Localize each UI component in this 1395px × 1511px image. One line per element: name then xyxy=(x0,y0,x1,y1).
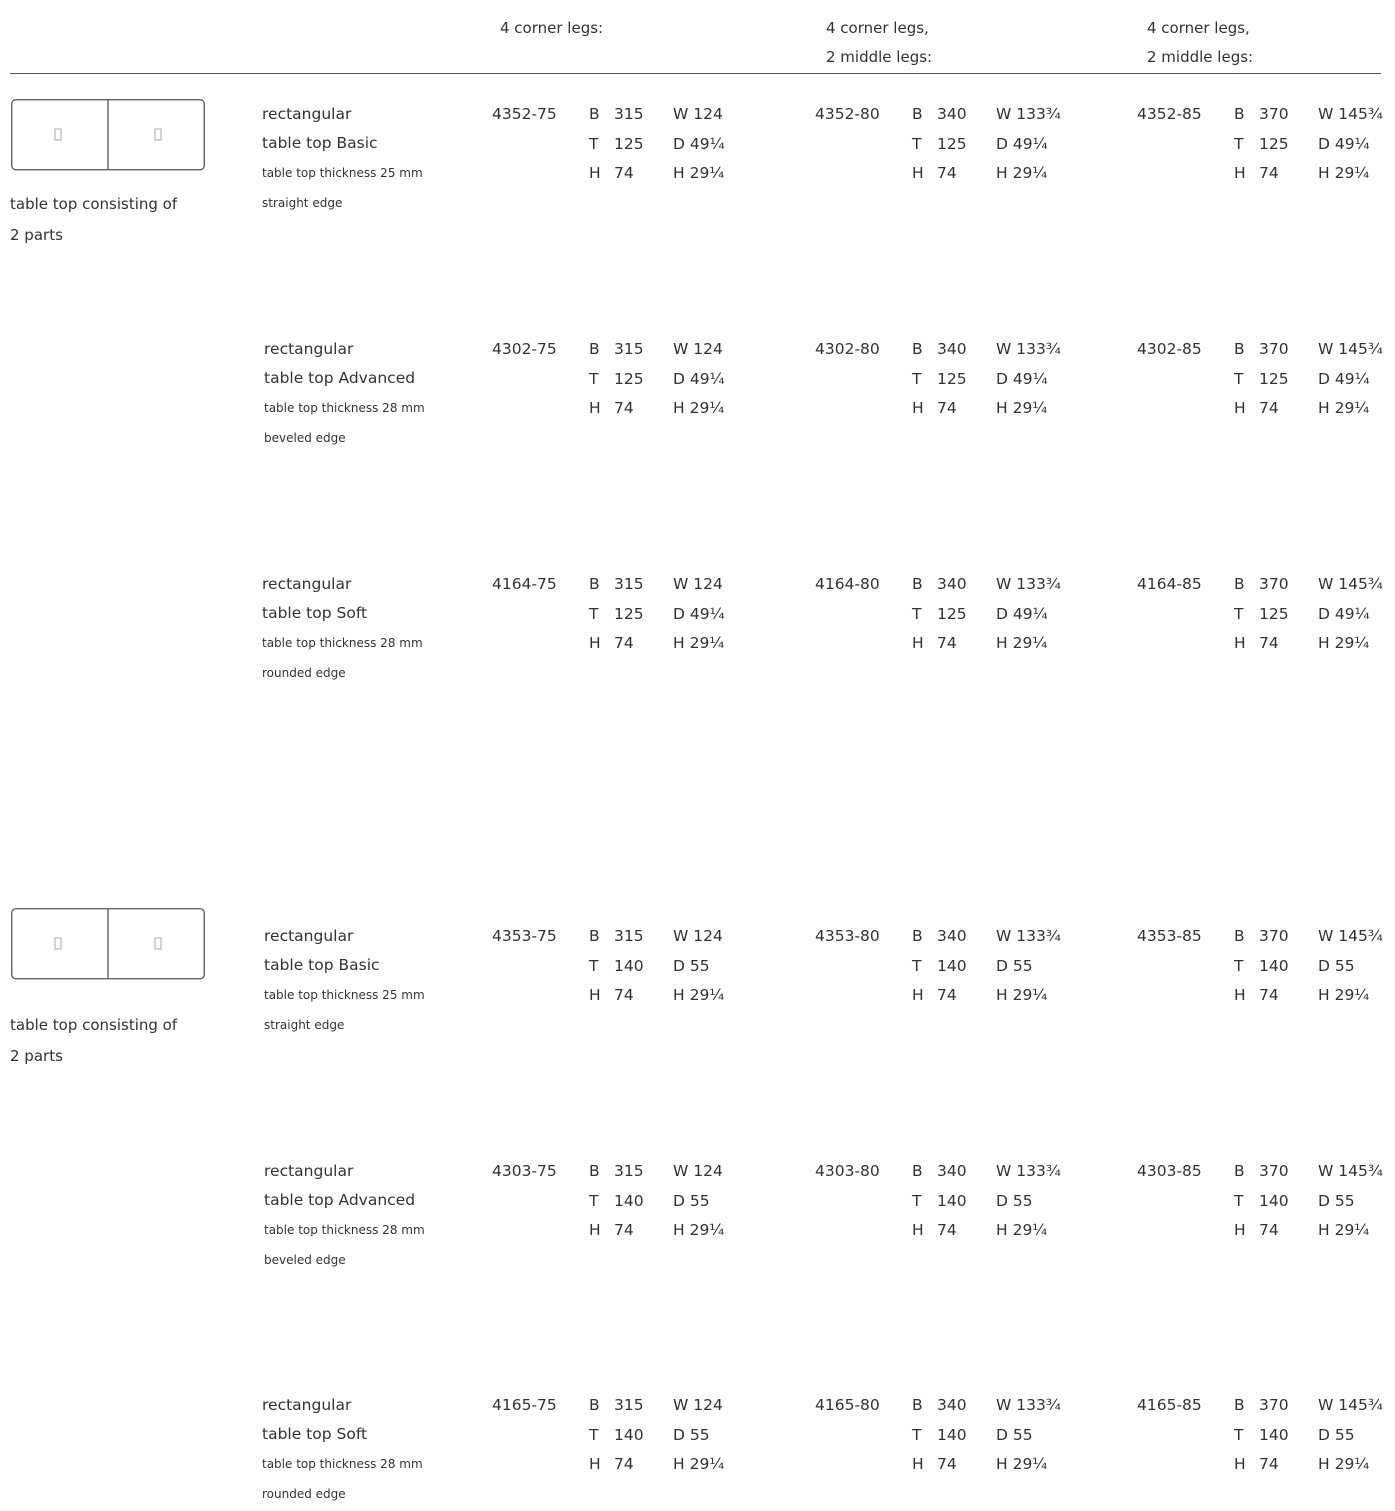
height-inches: H 29¼ xyxy=(673,634,725,652)
height-inches: H 29¼ xyxy=(996,1221,1048,1239)
height-letter: H xyxy=(1234,1455,1246,1473)
depth-cm: 140 xyxy=(1259,1425,1289,1444)
width-cm: 315 xyxy=(614,105,644,123)
width-inches: W 133¾ xyxy=(996,575,1061,593)
height-cm: 74 xyxy=(614,1221,634,1239)
side-label-line: table top consisting of xyxy=(10,195,178,213)
width-cm: 340 xyxy=(937,105,967,123)
width-letter: B xyxy=(589,340,600,358)
depth-cm: 140 xyxy=(614,956,644,975)
depth-cm: 125 xyxy=(1259,369,1289,388)
depth-inches: D 55 xyxy=(996,1425,1033,1444)
depth-cm: 140 xyxy=(937,956,967,975)
height-cm: 74 xyxy=(1259,986,1279,1004)
height-letter: H xyxy=(912,986,924,1004)
width-letter: B xyxy=(589,927,600,945)
height-cm: 74 xyxy=(1259,634,1279,652)
height-inches: H 29¼ xyxy=(996,1455,1048,1473)
side-label-line: 2 parts xyxy=(10,226,63,244)
product-shape: rectangular xyxy=(262,1396,352,1414)
product-name: table top Advanced xyxy=(264,369,416,387)
width-letter: B xyxy=(912,575,923,593)
product-description xyxy=(264,1157,425,1275)
depth-letter: T xyxy=(912,134,922,153)
depth-letter: T xyxy=(589,369,599,388)
height-letter: H xyxy=(589,1221,601,1239)
width-letter: B xyxy=(1234,340,1245,358)
width-inches: W 124 xyxy=(673,575,723,593)
width-letter: B xyxy=(1234,1396,1245,1414)
height-letter: H xyxy=(912,634,924,652)
product-name: table top Advanced xyxy=(264,1191,416,1209)
header-divider xyxy=(10,73,1381,74)
edge-type: beveled edge xyxy=(264,431,346,445)
depth-cm: 125 xyxy=(1259,604,1289,623)
height-cm: 74 xyxy=(937,1455,957,1473)
width-cm: 340 xyxy=(937,1396,967,1414)
depth-letter: T xyxy=(912,369,922,388)
width-cm: 340 xyxy=(937,575,967,593)
depth-inches: D 49¼ xyxy=(1318,604,1370,623)
edge-type: rounded edge xyxy=(262,666,346,680)
depth-inches: D 55 xyxy=(1318,1425,1355,1444)
depth-letter: T xyxy=(1234,1191,1244,1210)
width-cm: 315 xyxy=(614,1396,644,1414)
height-letter: H xyxy=(912,1221,924,1239)
width-inches: W 124 xyxy=(673,105,723,123)
depth-letter: T xyxy=(589,1425,599,1444)
article-number: 4303-75 xyxy=(492,1162,557,1180)
product-name: table top Soft xyxy=(262,1425,368,1443)
depth-letter: T xyxy=(589,956,599,975)
product-name: table top Basic xyxy=(262,134,378,152)
height-cm: 74 xyxy=(1259,399,1279,417)
height-cm: 74 xyxy=(614,986,634,1004)
height-cm: 74 xyxy=(937,1221,957,1239)
width-inches: W 145¾ xyxy=(1318,575,1383,593)
depth-cm: 125 xyxy=(614,369,644,388)
depth-cm: 140 xyxy=(614,1425,644,1444)
height-cm: 74 xyxy=(937,986,957,1004)
height-letter: H xyxy=(912,399,924,417)
height-letter: H xyxy=(589,1455,601,1473)
width-cm: 340 xyxy=(937,340,967,358)
product-description xyxy=(264,922,425,1040)
depth-letter: T xyxy=(912,1191,922,1210)
width-cm: 370 xyxy=(1259,927,1289,945)
height-cm: 74 xyxy=(1259,1221,1279,1239)
product-name: table top Basic xyxy=(264,956,380,974)
height-cm: 74 xyxy=(614,164,634,182)
header-line: 4 corner legs: xyxy=(500,19,604,37)
height-letter: H xyxy=(1234,399,1246,417)
height-cm: 74 xyxy=(1259,164,1279,182)
width-inches: W 124 xyxy=(673,1162,723,1180)
depth-cm: 140 xyxy=(1259,956,1289,975)
article-number: 4164-75 xyxy=(492,575,557,593)
product-description xyxy=(264,335,425,453)
edge-type: straight edge xyxy=(264,1018,345,1032)
width-letter: B xyxy=(912,340,923,358)
height-inches: H 29¼ xyxy=(1318,634,1370,652)
top-thickness: table top thickness 28 mm xyxy=(264,401,425,415)
product-shape: rectangular xyxy=(264,340,354,358)
depth-cm: 125 xyxy=(614,604,644,623)
width-inches: W 133¾ xyxy=(996,340,1061,358)
depth-inches: D 49¼ xyxy=(673,369,725,388)
edge-type: beveled edge xyxy=(264,1253,346,1267)
width-cm: 370 xyxy=(1259,1162,1289,1180)
height-inches: H 29¼ xyxy=(1318,164,1370,182)
depth-letter: T xyxy=(589,134,599,153)
product-description xyxy=(262,1391,423,1509)
width-letter: B xyxy=(589,1396,600,1414)
product-shape: rectangular xyxy=(264,1162,354,1180)
article-number: 4165-75 xyxy=(492,1396,557,1414)
product-row xyxy=(0,922,1395,1042)
article-number: 4303-85 xyxy=(1137,1162,1202,1180)
height-cm: 74 xyxy=(614,634,634,652)
height-letter: H xyxy=(589,634,601,652)
header-line: 2 middle legs: xyxy=(1147,48,1254,66)
product-shape: rectangular xyxy=(262,105,352,123)
article-number: 4165-85 xyxy=(1137,1396,1202,1414)
depth-inches: D 49¼ xyxy=(1318,369,1370,388)
width-cm: 370 xyxy=(1259,105,1289,123)
height-inches: H 29¼ xyxy=(996,164,1048,182)
width-letter: B xyxy=(912,1396,923,1414)
height-cm: 74 xyxy=(937,164,957,182)
height-inches: H 29¼ xyxy=(673,399,725,417)
width-cm: 315 xyxy=(614,1162,644,1180)
height-letter: H xyxy=(1234,164,1246,182)
height-inches: H 29¼ xyxy=(1318,399,1370,417)
header-col-corner-legs xyxy=(500,14,603,43)
width-cm: 340 xyxy=(937,927,967,945)
depth-inches: D 55 xyxy=(673,956,710,975)
depth-inches: D 49¼ xyxy=(673,604,725,623)
height-letter: H xyxy=(1234,634,1246,652)
height-cm: 74 xyxy=(937,634,957,652)
depth-letter: T xyxy=(589,1191,599,1210)
width-inches: W 133¾ xyxy=(996,927,1061,945)
depth-inches: D 49¼ xyxy=(1318,134,1370,153)
width-inches: W 124 xyxy=(673,927,723,945)
product-row xyxy=(0,1391,1395,1511)
width-cm: 315 xyxy=(614,575,644,593)
width-cm: 370 xyxy=(1259,340,1289,358)
width-inches: W 124 xyxy=(673,340,723,358)
depth-letter: T xyxy=(912,1425,922,1444)
height-inches: H 29¼ xyxy=(673,164,725,182)
depth-cm: 140 xyxy=(1259,1191,1289,1210)
depth-letter: T xyxy=(1234,956,1244,975)
width-inches: W 145¾ xyxy=(1318,1162,1383,1180)
product-shape: rectangular xyxy=(264,927,354,945)
product-row xyxy=(0,570,1395,690)
width-letter: B xyxy=(1234,1162,1245,1180)
depth-inches: D 55 xyxy=(996,956,1033,975)
depth-letter: T xyxy=(589,604,599,623)
header-line: 4 corner legs, xyxy=(1147,19,1250,37)
width-letter: B xyxy=(589,105,600,123)
product-shape: rectangular xyxy=(262,575,352,593)
depth-letter: T xyxy=(912,604,922,623)
product-description xyxy=(262,570,423,688)
depth-inches: D 49¼ xyxy=(673,134,725,153)
height-inches: H 29¼ xyxy=(996,399,1048,417)
height-inches: H 29¼ xyxy=(673,1455,725,1473)
product-row xyxy=(0,335,1395,455)
height-letter: H xyxy=(912,1455,924,1473)
width-letter: B xyxy=(912,1162,923,1180)
width-letter: B xyxy=(1234,927,1245,945)
depth-letter: T xyxy=(1234,1425,1244,1444)
height-cm: 74 xyxy=(1259,1455,1279,1473)
depth-letter: T xyxy=(1234,134,1244,153)
depth-cm: 125 xyxy=(614,134,644,153)
height-inches: H 29¼ xyxy=(1318,986,1370,1004)
article-number: 4352-80 xyxy=(815,105,880,123)
width-letter: B xyxy=(912,927,923,945)
depth-inches: D 49¼ xyxy=(996,369,1048,388)
width-inches: W 145¾ xyxy=(1318,340,1383,358)
depth-cm: 125 xyxy=(937,369,967,388)
article-number: 4303-80 xyxy=(815,1162,880,1180)
top-thickness: table top thickness 25 mm xyxy=(264,988,425,1002)
depth-inches: D 49¼ xyxy=(996,604,1048,623)
top-thickness: table top thickness 28 mm xyxy=(262,636,423,650)
side-label-line: 2 parts xyxy=(10,1047,63,1065)
width-inches: W 133¾ xyxy=(996,1396,1061,1414)
depth-inches: D 55 xyxy=(1318,1191,1355,1210)
width-inches: W 145¾ xyxy=(1318,1396,1383,1414)
height-inches: H 29¼ xyxy=(1318,1455,1370,1473)
depth-cm: 140 xyxy=(937,1191,967,1210)
product-name: table top Soft xyxy=(262,604,368,622)
depth-cm: 140 xyxy=(937,1425,967,1444)
top-thickness: table top thickness 28 mm xyxy=(264,1223,425,1237)
width-inches: W 133¾ xyxy=(996,105,1061,123)
width-cm: 370 xyxy=(1259,1396,1289,1414)
depth-cm: 125 xyxy=(937,604,967,623)
edge-type: straight edge xyxy=(262,196,343,210)
top-thickness: table top thickness 25 mm xyxy=(262,166,423,180)
depth-inches: D 55 xyxy=(996,1191,1033,1210)
article-number: 4164-85 xyxy=(1137,575,1202,593)
depth-inches: D 55 xyxy=(1318,956,1355,975)
product-row xyxy=(0,100,1395,220)
article-number: 4302-75 xyxy=(492,340,557,358)
height-inches: H 29¼ xyxy=(673,1221,725,1239)
height-letter: H xyxy=(589,164,601,182)
article-number: 4165-80 xyxy=(815,1396,880,1414)
article-number: 4302-85 xyxy=(1137,340,1202,358)
width-letter: B xyxy=(1234,575,1245,593)
height-inches: H 29¼ xyxy=(1318,1221,1370,1239)
article-number: 4353-75 xyxy=(492,927,557,945)
height-letter: H xyxy=(589,399,601,417)
depth-inches: D 55 xyxy=(673,1191,710,1210)
height-cm: 74 xyxy=(614,399,634,417)
width-letter: B xyxy=(589,575,600,593)
edge-type: rounded edge xyxy=(262,1487,346,1501)
width-inches: W 145¾ xyxy=(1318,927,1383,945)
product-row xyxy=(0,1157,1395,1277)
width-letter: B xyxy=(589,1162,600,1180)
product-description xyxy=(262,100,423,218)
top-thickness: table top thickness 28 mm xyxy=(262,1457,423,1471)
article-number: 4353-85 xyxy=(1137,927,1202,945)
width-letter: B xyxy=(912,105,923,123)
height-letter: H xyxy=(912,164,924,182)
height-letter: H xyxy=(1234,1221,1246,1239)
height-letter: H xyxy=(589,986,601,1004)
width-cm: 340 xyxy=(937,1162,967,1180)
height-inches: H 29¼ xyxy=(673,986,725,1004)
width-inches: W 145¾ xyxy=(1318,105,1383,123)
height-cm: 74 xyxy=(614,1455,634,1473)
width-inches: W 124 xyxy=(673,1396,723,1414)
article-number: 4352-85 xyxy=(1137,105,1202,123)
depth-cm: 125 xyxy=(937,134,967,153)
depth-inches: D 55 xyxy=(673,1425,710,1444)
header-col-middle-legs-1 xyxy=(826,14,932,72)
depth-cm: 125 xyxy=(1259,134,1289,153)
article-number: 4352-75 xyxy=(492,105,557,123)
width-inches: W 133¾ xyxy=(996,1162,1061,1180)
width-cm: 315 xyxy=(614,927,644,945)
depth-letter: T xyxy=(912,956,922,975)
article-number: 4353-80 xyxy=(815,927,880,945)
width-letter: B xyxy=(1234,105,1245,123)
depth-letter: T xyxy=(1234,604,1244,623)
width-cm: 315 xyxy=(614,340,644,358)
depth-inches: D 49¼ xyxy=(996,134,1048,153)
article-number: 4302-80 xyxy=(815,340,880,358)
height-inches: H 29¼ xyxy=(996,986,1048,1004)
depth-cm: 140 xyxy=(614,1191,644,1210)
header-line: 4 corner legs, xyxy=(826,19,929,37)
height-cm: 74 xyxy=(937,399,957,417)
depth-letter: T xyxy=(1234,369,1244,388)
width-cm: 370 xyxy=(1259,575,1289,593)
height-inches: H 29¼ xyxy=(996,634,1048,652)
height-letter: H xyxy=(1234,986,1246,1004)
header-line: 2 middle legs: xyxy=(826,48,933,66)
side-label-line: table top consisting of xyxy=(10,1016,178,1034)
article-number: 4164-80 xyxy=(815,575,880,593)
header-col-middle-legs-2 xyxy=(1147,14,1253,72)
